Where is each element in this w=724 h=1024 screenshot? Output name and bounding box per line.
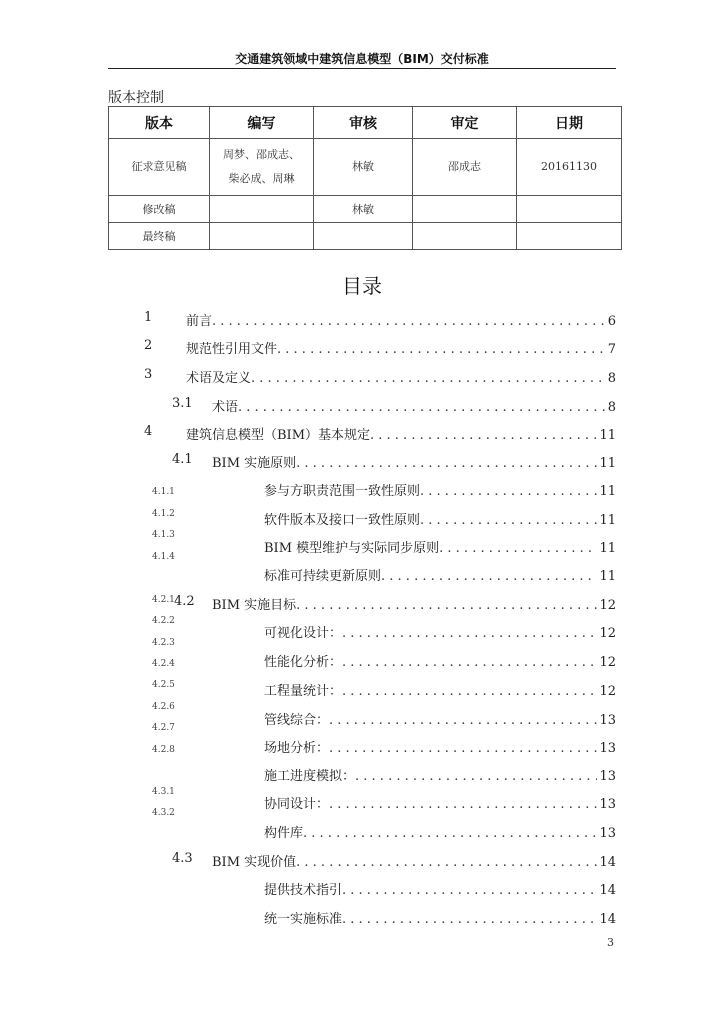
toc-leader-dots	[251, 371, 606, 386]
toc-entry[interactable]	[264, 793, 616, 813]
toc-leader-dots	[329, 741, 597, 756]
toc-entry[interactable]	[186, 424, 616, 444]
toc-page-number: 12	[599, 626, 616, 641]
toc-number: 4.2	[174, 594, 195, 609]
toc-page-number: 11	[599, 484, 616, 499]
toc-entry-text: 施工进度模拟：	[264, 769, 356, 784]
toc-page-number: 8	[607, 400, 616, 415]
approver-cell: 邵成志	[413, 139, 517, 196]
toc-entry-text: 规范性引用文件	[186, 342, 278, 357]
toc-entry-text: 可视化设计：	[264, 626, 343, 641]
toc-page-number: 13	[599, 741, 616, 756]
reviewer-cell: 林敏	[314, 139, 413, 196]
toc-number: 3	[144, 367, 153, 382]
toc-entry-text: 统一实施标准	[264, 912, 343, 927]
version-control-table	[108, 106, 622, 250]
toc-title: 目录	[342, 274, 382, 298]
toc-entry[interactable]	[264, 480, 616, 500]
toc-entry[interactable]	[212, 851, 616, 871]
document-header-title: 交通建筑领域中建筑信息模型（BIM）交付标准	[235, 52, 489, 66]
margin-number: 4.2.6	[152, 702, 175, 712]
toc-number: 3.1	[172, 396, 193, 411]
toc-leader-dots	[303, 826, 597, 841]
toc-page-number: 11	[599, 541, 616, 556]
toc-entry-text: 工程量统计：	[264, 684, 343, 699]
toc-leader-dots	[342, 684, 597, 699]
margin-number: 4.2.8	[152, 745, 175, 755]
approver-cell	[413, 223, 517, 250]
toc-leader-dots	[342, 883, 597, 898]
toc-number: 4	[144, 424, 153, 439]
toc-entry[interactable]	[186, 310, 616, 330]
toc-entry[interactable]	[264, 651, 616, 671]
toc-entry[interactable]	[264, 908, 616, 928]
authors-cell	[210, 196, 314, 223]
toc-leader-dots	[370, 428, 597, 443]
margin-number: 4.2.7	[152, 723, 175, 733]
toc-leader-dots	[296, 456, 597, 471]
toc-entry[interactable]	[186, 367, 616, 387]
toc-leader-dots	[329, 713, 597, 728]
toc-page-number: 12	[599, 684, 616, 699]
toc-page-number: 12	[599, 655, 616, 670]
margin-number: 4.2.5	[152, 680, 175, 690]
toc-leader-dots	[342, 626, 597, 641]
authors-line: 周梦、邵成志、	[223, 148, 300, 161]
toc-entry-text: 构件库	[264, 826, 304, 841]
version-control-label: 版本控制	[108, 90, 164, 106]
toc-leader-dots	[381, 569, 597, 584]
toc-leader-dots	[296, 598, 597, 613]
toc-entry-text: 建筑信息模型（BIM）基本规定	[186, 428, 370, 443]
header-cell-author: 编写	[210, 107, 314, 139]
toc-page-number: 11	[599, 456, 616, 471]
toc-leader-dots	[296, 855, 597, 870]
version-cell: 最终稿	[109, 223, 210, 250]
toc-leader-dots	[277, 342, 606, 357]
toc-page-number: 7	[607, 342, 616, 357]
authors-line: 柴必成、周琳	[228, 172, 295, 185]
margin-number: 4.2.4	[152, 659, 175, 669]
authors-cell	[210, 223, 314, 250]
toc-page-number: 11	[599, 569, 616, 584]
toc-number: 4.1	[172, 452, 193, 467]
toc-number: 1	[144, 310, 153, 325]
toc-entry[interactable]	[186, 338, 616, 358]
toc-leader-dots	[420, 513, 597, 528]
toc-entry[interactable]	[264, 765, 616, 785]
toc-leader-dots	[439, 541, 597, 556]
version-cell: 修改稿	[109, 196, 210, 223]
reviewer-cell	[314, 223, 413, 250]
header-cell-approver: 审定	[413, 107, 517, 139]
toc-entry-text: 管线综合：	[264, 713, 330, 728]
toc-entry[interactable]	[264, 622, 616, 642]
toc-entry[interactable]	[264, 509, 616, 529]
toc-entry-text: BIM 实现价值	[212, 855, 297, 870]
toc-entry[interactable]	[264, 709, 616, 729]
toc-leader-dots	[355, 769, 597, 784]
table-row	[109, 196, 622, 223]
toc-entry[interactable]	[264, 537, 616, 557]
page-number: 3	[607, 936, 614, 949]
date-cell	[517, 223, 622, 250]
approver-cell	[413, 196, 517, 223]
toc-leader-dots	[342, 655, 597, 670]
margin-number: 4.2.2	[152, 616, 175, 626]
toc-leader-dots	[238, 400, 606, 415]
margin-number: 4.3.1	[152, 787, 175, 797]
toc-entry[interactable]	[264, 879, 616, 899]
margin-number: 4.2.1	[152, 595, 175, 605]
toc-page-number: 14	[599, 912, 616, 927]
header-rule	[108, 68, 616, 69]
toc-entry-text: 标准可持续更新原则	[264, 569, 382, 584]
header-cell-reviewer: 审核	[314, 107, 413, 139]
toc-entry[interactable]	[212, 396, 616, 416]
toc-entry-text: 前言	[186, 314, 213, 329]
toc-entry-text: 场地分析：	[264, 741, 330, 756]
margin-number: 4.2.3	[152, 638, 175, 648]
toc-page-number: 13	[599, 797, 616, 812]
authors-cell	[210, 139, 314, 196]
margin-number: 4.1.2	[152, 509, 175, 519]
version-cell: 征求意见稿	[109, 139, 210, 196]
header-cell-date: 日期	[517, 107, 622, 139]
toc-entry[interactable]	[212, 594, 616, 614]
toc-entry-text: 参与方职责范围一致性原则	[264, 484, 421, 499]
toc-page-number: 8	[607, 371, 616, 386]
header-cell-version: 版本	[109, 107, 210, 139]
toc-leader-dots	[342, 912, 597, 927]
toc-entry-text: BIM 模型维护与实际同步原则	[264, 541, 440, 556]
toc-entry-text: 软件版本及接口一致性原则	[264, 513, 421, 528]
toc-entry[interactable]	[264, 680, 616, 700]
toc-entry-text: 性能化分析：	[264, 655, 343, 670]
toc-page-number: 6	[607, 314, 616, 329]
toc-page-number: 14	[599, 855, 616, 870]
toc-entry-text: 术语及定义	[186, 371, 252, 386]
toc-entry-text: 提供技术指引	[264, 883, 343, 898]
toc-leader-dots	[212, 314, 606, 329]
date-cell: 20161130	[517, 139, 622, 196]
toc-entry-text: 术语	[212, 400, 239, 415]
toc-leader-dots	[420, 484, 597, 499]
toc-entry[interactable]	[264, 737, 616, 757]
margin-number: 4.1.4	[152, 552, 175, 562]
reviewer-cell: 林敏	[314, 196, 413, 223]
margin-number: 4.3.2	[152, 808, 175, 818]
toc-page-number: 12	[599, 598, 616, 613]
toc-page-number: 11	[599, 513, 616, 528]
toc-page-number: 14	[599, 883, 616, 898]
margin-number: 4.1.3	[152, 530, 175, 540]
toc-entry[interactable]	[264, 565, 616, 585]
toc-entry-text: 协同设计：	[264, 797, 330, 812]
toc-entry[interactable]	[212, 452, 616, 472]
table-row	[109, 139, 622, 196]
margin-number: 4.1.1	[152, 487, 175, 497]
toc-leader-dots	[329, 797, 597, 812]
table-header-row	[109, 107, 622, 139]
date-cell	[517, 196, 622, 223]
toc-number: 4.3	[172, 851, 193, 866]
toc-entry-text: BIM 实施原则	[212, 456, 297, 471]
toc-entry-text: BIM 实施目标	[212, 598, 297, 613]
toc-page-number: 13	[599, 769, 616, 784]
toc-page-number: 11	[599, 428, 616, 443]
toc-entry[interactable]	[264, 822, 616, 842]
table-row	[109, 223, 622, 250]
toc-page-number: 13	[599, 826, 616, 841]
toc-number: 2	[144, 338, 153, 353]
toc-page-number: 13	[599, 713, 616, 728]
